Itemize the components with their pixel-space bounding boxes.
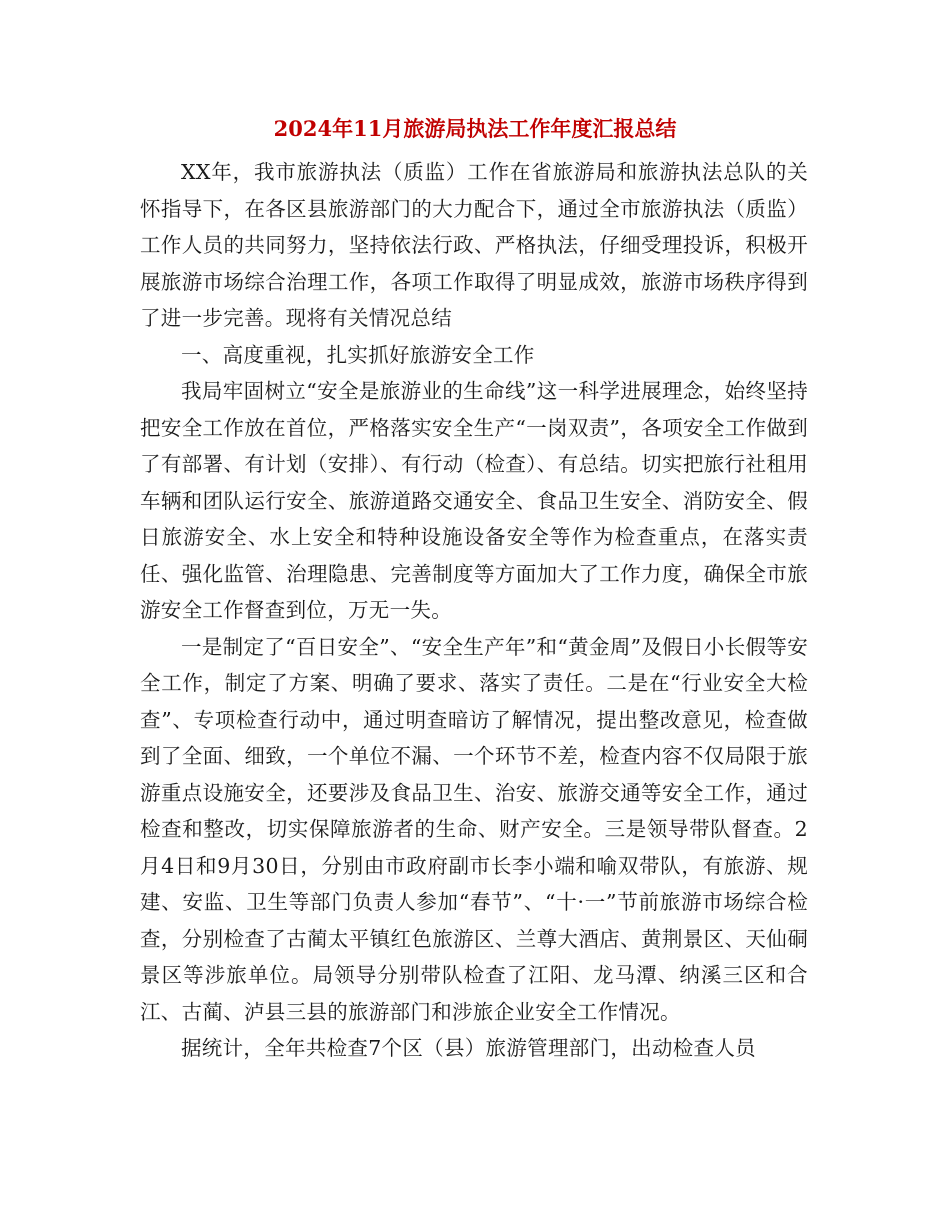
document-title: 2024年11月旅游局执法工作年度汇报总结 bbox=[273, 116, 677, 141]
section-heading-1: 一、高度重视，扎实抓好旅游安全工作 bbox=[181, 342, 535, 367]
paragraph-safety-overview: 我局牢固树立“安全是旅游业的生命线”这一科学进展理念，始终坚持把安全工作放在首位，严格落实安全生产“一岗双责”，各项安全工作做到了有部署、有计划（安排）、有行动（检查）、有总结。切实把旅行社租用车辆和团队运行安全、旅游道路交通安全、食品卫生安全、消防安全、假日旅游安全、水上安全和特种设施设备安全等作为检查重点，在落实责任、强化监管、治理隐患、完善制度等方面加大了工作力度，确保全市旅游安全工作督查到位，万无一失。 bbox=[140, 379, 808, 622]
document-body bbox=[140, 154, 808, 1067]
paragraph-statistics: 据统计，全年共检查7个区（县）旅游管理部门，出动检查人员 bbox=[181, 1036, 756, 1060]
paragraph-safety-measures: 一是制定了“百日安全”、“安全生产年”和“黄金周”及假日小长假等安全工作，制定了方案、明确了要求、落实了责任。二是在“行业安全大检查”、专项检查行动中，通过明查暗访了解情况，提出整改意见，检查做到了全面、细致，一个单位不漏、一个环节不差，检查内容不仅局限于旅游重点设施安全，还要涉及食品卫生、治安、旅游交通等安全工作，通过检查和整改，切实保障旅游者的生命、财产安全。三是领导带队督查。2月4日和9月30日，分别由市政府副市长李小端和喻双带队，有旅游、规建、安监、卫生等部门负责人参加“春节”、“十·一”节前旅游市场综合检查，分别检查了古蔺太平镇红色旅游区、兰尊大酒店、黄荆景区、天仙硐景区等涉旅单位。局领导分别带队检查了江阳、龙马潭、纳溪三区和合江、古蔺、泸县三县的旅游部门和涉旅企业安全工作情况。 bbox=[140, 634, 808, 1024]
paragraph-intro: XX年，我市旅游执法（质监）工作在省旅游局和旅游执法总队的关怀指导下，在各区县旅游部门的大力配合下，通过全市旅游执法（质监）工作人员的共同努力，坚持依法行政、严格执法，仔细受理投诉，积极开展旅游市场综合治理工作，各项工作取得了明显成效，旅游市场秩序得到了进一步完善。现将有关情况总结 bbox=[140, 160, 808, 330]
